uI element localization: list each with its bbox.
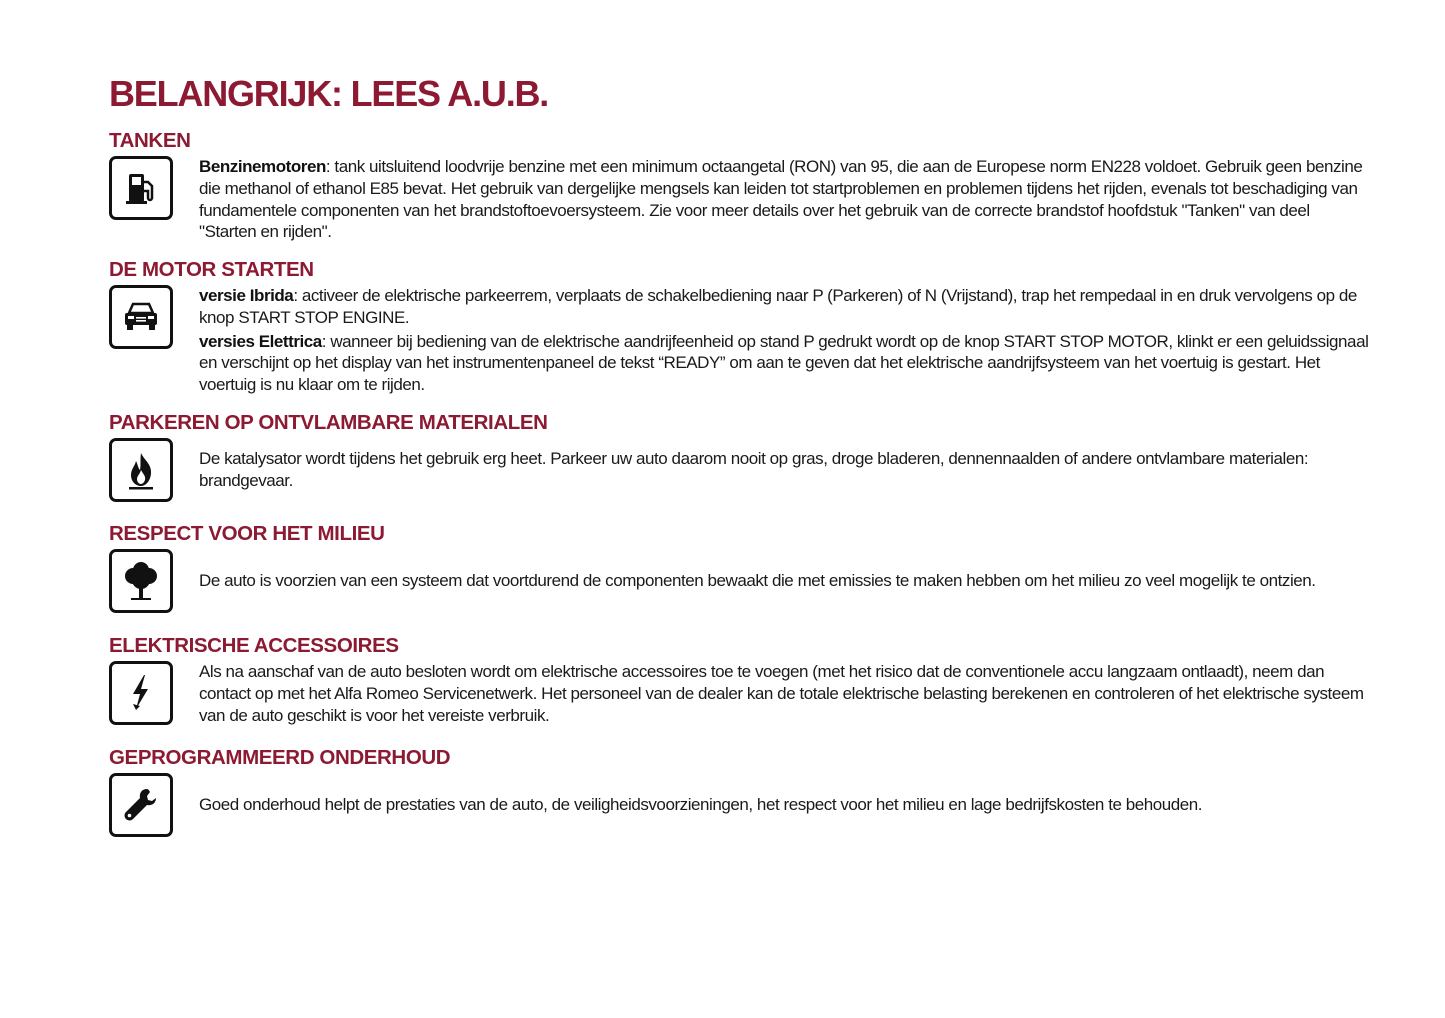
paragraph-body: Als na aanschaf van de auto besloten wordt om elektrische accessoires toe te voegen (met het risico dat de conventionele accu langzaam ontlaadt), neem dan contact op met het Alfa Romeo Servicenetwerk. Het personeel van de dealer kan de totale elektrische belasting berekenen en controleren of het elektrische systeem van de auto geschikt is voor het vereiste verbruik. xyxy=(199,662,1364,725)
section-parkeren xyxy=(109,410,1369,502)
paragraph xyxy=(199,285,1369,329)
paragraph-body: Goed onderhoud helpt de prestaties van de auto, de veiligheidsvoorzieningen, het respect voor het milieu en lage bedrijfskosten te behouden. xyxy=(199,795,1203,815)
section-tanken xyxy=(109,128,1369,243)
paragraph-body: De auto is voorzien van een systeem dat voortdurend de componenten bewaakt die met emissies te maken hebben om het milieu zo veel mogelijk te ontzien. xyxy=(199,571,1316,591)
paragraph-body: : activeer de elektrische parkeerrem, verplaats de schakelbediening naar P (Parkeren) of N (Vrijstand), trap het rempedaal in en druk vervolgens op de knop START STOP ENGINE. xyxy=(199,286,1357,327)
paragraph-body: : tank uitsluitend loodvrije benzine met een minimum octaangetal (RON) van 95, die aan de Europese norm EN228 voldoet. Gebruik geen benzine die methanol of ethanol E85 bevat. Het gebruik van dergelijke mengsels kan leiden tot startproblemen en problemen tijdens het rijden, evenals tot beschadiging van fundamentele componenten van het brandstoftoevoersysteem. Zie voor meer details over het gebruik van de correcte brandstof hoofdstuk "Tanken" van deel "Starten en rijden". xyxy=(199,157,1363,242)
wrench-icon xyxy=(109,773,173,837)
section-title: DE MOTOR STARTEN xyxy=(109,258,314,281)
section-title: ELEKTRISCHE ACCESSOIRES xyxy=(109,634,399,657)
paragraph-body: : wanneer bij bediening van de elektrische aandrijfeenheid op stand P gedrukt wordt op de knop START STOP MOTOR, klinkt er een geluidssignaal en verschijnt op het display van het instrumentenpaneel de tekst “READY” om aan te geven dat het elektrische aandrijfsysteem van het voertuig is gestart. Het voertuig is nu klaar om te rijden. xyxy=(199,331,1369,395)
car-front-icon xyxy=(109,285,173,349)
section-text xyxy=(199,285,1369,396)
paragraph xyxy=(199,448,1369,492)
page-title: BELANGRIJK: LEES A.U.B. xyxy=(109,73,549,114)
paragraph-body: De katalysator wordt tijdens het gebruik erg heet. Parkeer uw auto daarom nooit op gras, droge bladeren, dennennaalden of andere ontvlambare materialen: brandgevaar. xyxy=(199,449,1309,490)
section-motor-starten xyxy=(109,257,1369,396)
section-milieu xyxy=(109,521,1369,613)
section-text xyxy=(199,794,1369,816)
fuel-pump-icon xyxy=(109,156,173,220)
paragraph xyxy=(199,661,1369,726)
tree-icon xyxy=(109,549,173,613)
lightning-icon xyxy=(109,661,173,725)
section-title: RESPECT VOOR HET MILIEU xyxy=(109,522,385,545)
section-accessoires xyxy=(109,633,1369,726)
section-title: TANKEN xyxy=(109,129,191,152)
section-text xyxy=(199,661,1369,726)
paragraph xyxy=(199,331,1369,396)
paragraph-lead: versies Elettrica xyxy=(199,331,322,351)
section-title: GEPROGRAMMEERD ONDERHOUD xyxy=(109,746,451,769)
section-title: PARKEREN OP ONTVLAMBARE MATERIALEN xyxy=(109,411,548,434)
section-text xyxy=(199,156,1369,243)
paragraph-lead: versie Ibrida xyxy=(199,286,294,305)
paragraph xyxy=(199,794,1369,816)
section-text xyxy=(199,448,1369,492)
paragraph xyxy=(199,570,1369,592)
paragraph-lead: Benzinemotoren xyxy=(199,157,326,176)
section-text xyxy=(199,570,1369,592)
paragraph xyxy=(199,156,1369,243)
flame-icon xyxy=(109,438,173,502)
section-onderhoud xyxy=(109,745,1369,837)
